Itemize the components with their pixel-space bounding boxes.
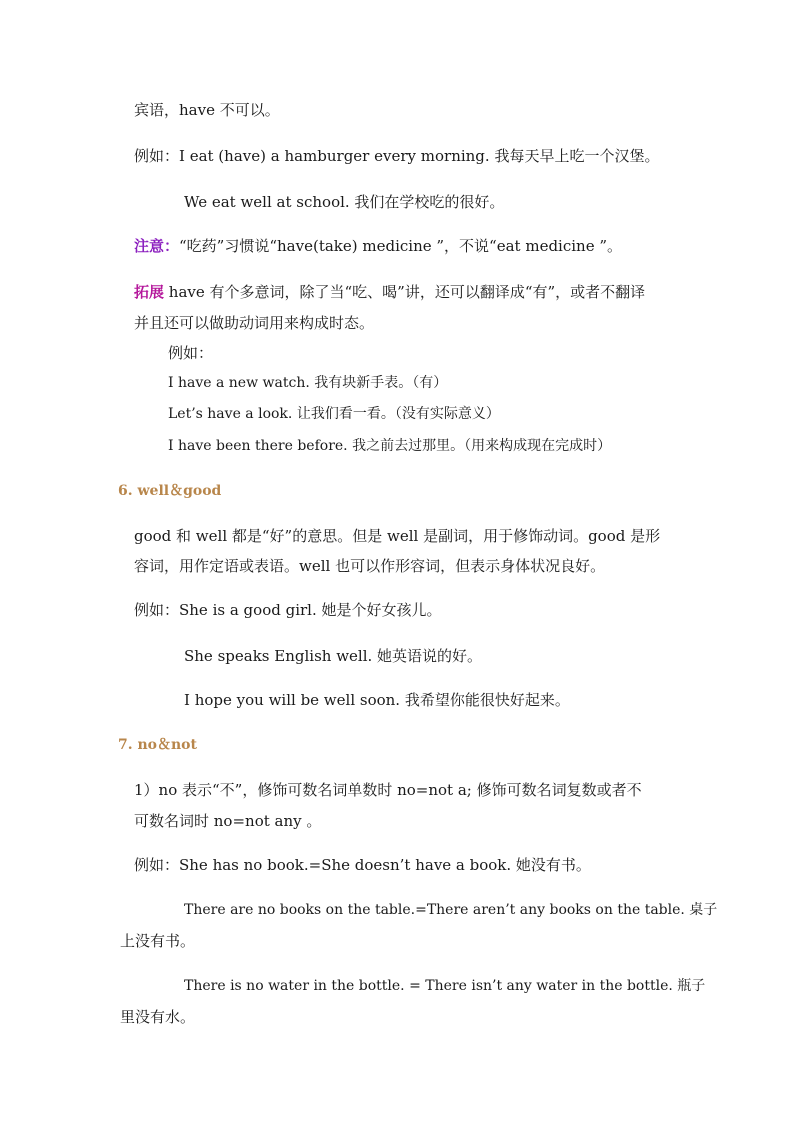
example-line: 例如：She has no book.=She doesn’t have a book. 她没有书。 <box>134 856 591 874</box>
text-line: 里没有水。 <box>120 1008 196 1026</box>
example-line: 例如：She is a good girl. 她是个好女孩儿。 <box>134 601 442 619</box>
example-line: We eat well at school. 我们在学校吃的很好。 <box>184 193 505 211</box>
text-line: 可数名词时 no=not any 。 <box>134 812 322 830</box>
text-line: 并且还可以做助动词用来构成时态。 <box>134 314 375 332</box>
text-line: 容词，用作定语或表语。well 也可以作形容词，但表示身体状况良好。 <box>134 557 606 575</box>
example-line: 例如：I eat (have) a hamburger every morning. 我每天早上吃一个汉堡。 <box>134 147 660 165</box>
example-label: 例如： <box>168 344 214 362</box>
section-heading: 6. well＆good <box>118 483 222 499</box>
extension-label: 拓展 <box>134 283 165 301</box>
note-line <box>134 236 622 256</box>
example-line: I have a new watch. 我有块新手表。（有） <box>168 375 448 391</box>
example-line: Let’s have a look. 让我们看一看。（没有实际意义） <box>168 406 500 422</box>
example-line: I hope you will be well soon. 我希望你能很快好起来。 <box>184 691 570 709</box>
example-line: She speaks English well. 她英语说的好。 <box>184 647 483 665</box>
text-line: 上没有书。 <box>120 932 196 950</box>
section-heading: 7. no＆not <box>118 737 197 753</box>
extension-text: have 有个多意词，除了当“吃、喝”讲，还可以翻译成“有”，或者不翻译 <box>164 283 646 301</box>
text-line: 1）no 表示“不”，修饰可数名词单数时 no=not a; 修饰可数名词复数或者不 <box>134 781 642 799</box>
extension-line <box>134 282 645 302</box>
note-text: “吃药”习惯说“have(take) medicine ”，不说“eat medicine ”。 <box>179 237 623 255</box>
example-line: I have been there before. 我之前去过那里。（用来构成现在完成时） <box>168 438 612 454</box>
example-line: There is no water in the bottle. = There isn’t any water in the bottle. 瓶子 <box>184 978 706 994</box>
example-line: There are no books on the table.=There aren’t any books on the table. 桌子 <box>184 902 718 918</box>
note-label: 注意： <box>134 237 180 255</box>
text-line: 宾语，have 不可以。 <box>134 101 280 119</box>
text-line: good 和 well 都是“好”的意思。但是 well 是副词，用于修饰动词。good 是形 <box>134 527 661 545</box>
